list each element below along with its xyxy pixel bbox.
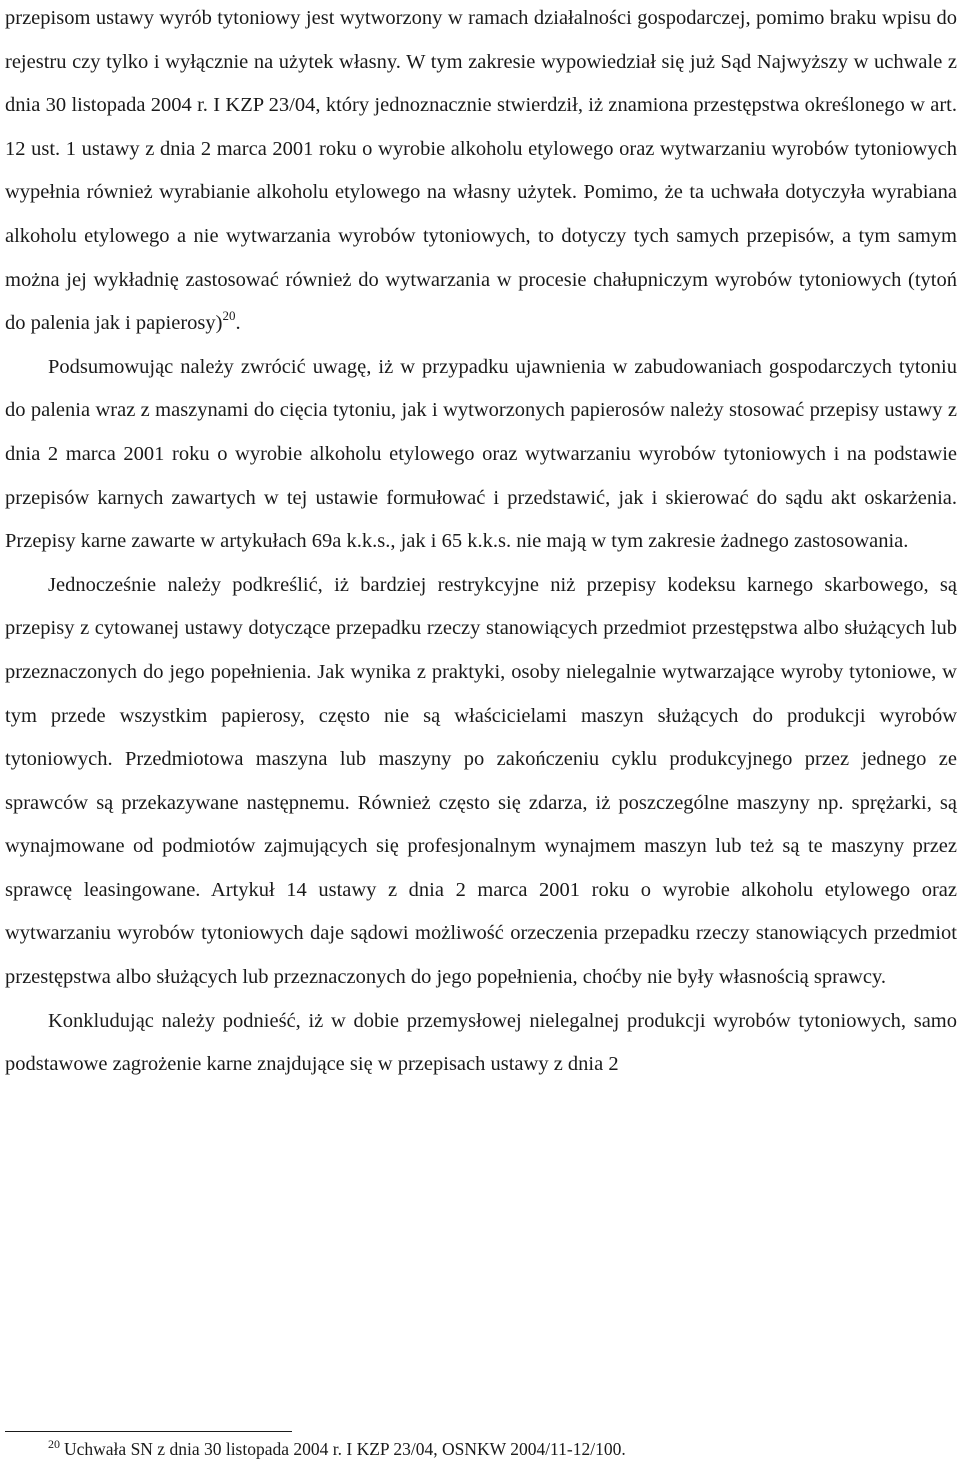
paragraph-4-text: Konkludując należy podnieść, iż w dobie przemysłowej nielegalnej produkcji wyrobów tytoniowych, samo podstawowe zagrożenie karne znajdujące się w przepisach ustawy z dnia 2 [5, 1009, 957, 1076]
paragraph-1-end: . [235, 312, 241, 335]
footnote-number: 20 [48, 1437, 60, 1451]
paragraph-1-text: przepisom ustawy wyrób tytoniowy jest wytworzony w ramach działalności gospodarczej, pomimo braku wpisu do rejestru czy tylko i wyłącznie na użytek własny. W tym zakresie wypowiedział się już Sąd Najwyższy w uchwale z dnia 30 listopada 2004 r. I KZP 23/04, który jednoznacznie stwierdził, iż znamiona przestępstwa określonego w art. 12 ust. 1 ustawy z dnia 2 marca 2001 roku o wyrobie alkoholu etylowego oraz wytwarzaniu wyrobów tytoniowych wypełnia również wyrabianie alkoholu etylowego na własny użytek. Pomimo, że ta uchwała dotyczyła wyrabiana alkoholu etylowego a nie wytwarzania wyrobów tytoniowych, to dotyczy tych samych przepisów, a tym samym można jej wykładnię zastosować również do wytwarzania w procesie chałupniczym wyrobów tytoniowych (tytoń do palenia jak i papierosy) [5, 7, 957, 335]
paragraph-4 [5, 1000, 957, 1087]
paragraph-1 [5, 0, 957, 346]
footnote-separator [5, 1431, 292, 1432]
footnote-reference-mark: 20 [222, 308, 236, 324]
paragraph-2-text: Podsumowując należy zwrócić uwagę, iż w przypadku ujawnienia w zabudowaniach gospodarczych tytoniu do palenia wraz z maszynami do cięcia tytoniu, jak i wytworzonych papierosów należy stosować przepisy ustawy z dnia 2 marca 2001 roku o wyrobie alkoholu etylowego oraz wytwarzaniu wyrobów tytoniowych i na podstawie przepisów karnych zawartych w tej ustawie formułować i przedstawić, jak i skierować do sądu akt oskarżenia. Przepisy karne zawarte w artykułach 69a k.k.s., jak i 65 k.k.s. nie mają w tym zakresie żadnego zastosowania. [5, 355, 957, 553]
paragraph-3-text: Jednocześnie należy podkreślić, iż bardziej restrykcyjne niż przepisy kodeksu karnego skarbowego, są przepisy z cytowanej ustawy dotyczące przepadku rzeczy stanowiących przedmiot przestępstwa albo służących lub przeznaczonych do jego popełnienia. Jak wynika z praktyki, osoby nielegalnie wytwarzające wyroby tytoniowe, w tym przede wszystkim papierosy, często nie są właścicielami maszyn służących do produkcji wyrobów tytoniowych. Przedmiotowa maszyna lub maszyny po zakończeniu cyklu produkcyjnego przez jednego ze sprawców są przekazywane następnemu. Również często się zdarza, iż poszczególne maszyny np. sprężarki, są wynajmowane od podmiotów zajmujących się profesjonalnym wynajmem maszyn lub też są te maszyny przez sprawcę leasingowane. Artykuł 14 ustawy z dnia 2 marca 2001 roku o wyrobie alkoholu etylowego oraz wytwarzaniu wyrobów tytoniowych daje sądowi możliwość orzeczenia przepadku rzeczy stanowiących przedmiot przestępstwa albo służących lub przeznaczonych do jego popełnienia, choćby nie były własnością sprawcy. [5, 573, 957, 989]
paragraph-2 [5, 346, 957, 564]
paragraph-3 [5, 564, 957, 1000]
body-text [5, 0, 957, 1087]
footnote-text: Uchwała SN z dnia 30 listopada 2004 r. I KZP 23/04, OSNKW 2004/11-12/100. [64, 1439, 626, 1459]
footnote [48, 1438, 626, 1460]
